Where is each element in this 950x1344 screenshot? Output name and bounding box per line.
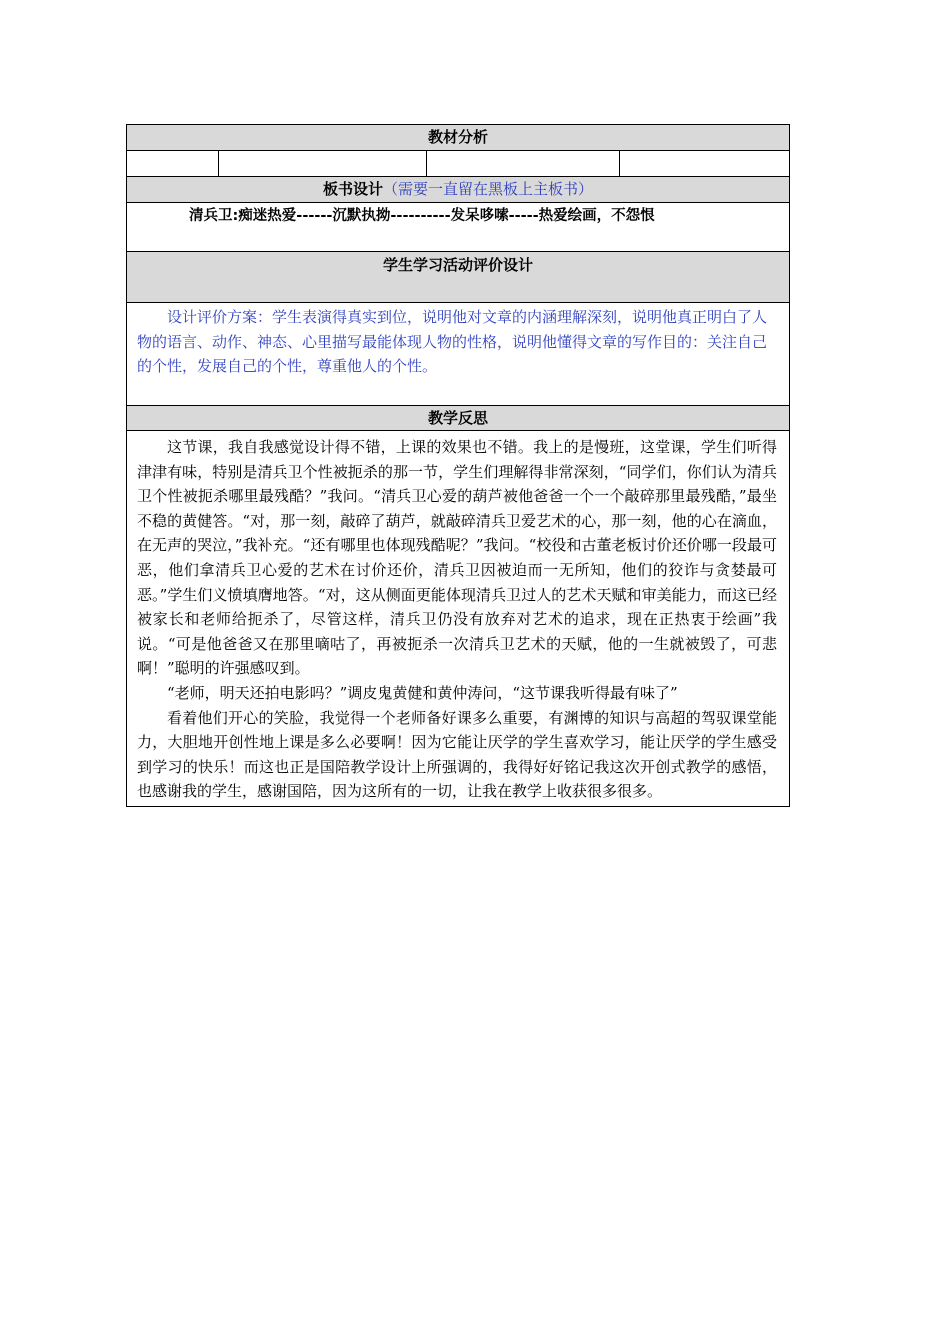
board-design-text: 清兵卫:痴迷热爱------沉默执拗----------发呆哆嗦-----热爱绘画，不怨恨: [189, 208, 655, 224]
analysis-header: [127, 125, 789, 151]
board-design-title: 板书设计: [322, 180, 383, 198]
evaluation-content: [127, 303, 789, 406]
lesson-plan-table: [126, 124, 790, 807]
analysis-cell-3: [427, 151, 620, 176]
reflection-paragraph: “老师，明天还拍电影吗？”调皮鬼黄健和黄仲涛问，“这节课我听得最有味了”: [167, 683, 678, 702]
analysis-cell-4: [620, 151, 789, 176]
reflection-header: [127, 406, 789, 431]
evaluation-title: 学生学习活动评价设计: [382, 256, 533, 274]
reflection-paragraph: 看着他们开心的笑脸，我觉得一个老师备好课多么重要，有渊博的知识与高超的驾驭课堂能力，大胆地开创性地上课是多么必要啊！因为它能让厌学的学生喜欢学习，能让厌学的学生感受到学习的快乐！而这也正是国陪教学设计上所强调的，我得好好铭记我这次开创式教学的感悟，也感谢我的学生，感谢国陪，因为这所有的一切，让我在教学上收获很多很多。: [137, 708, 777, 801]
analysis-cell-2: [219, 151, 427, 176]
evaluation-text: 设计评价方案：学生表演得真实到位，说明他对文章的内涵理解深刻，说明他真正明白了人物的语言、动作、神态、心里描写最能体现人物的性格，说明他懂得文章的写作目的：关注自己的个性，发展自己的个性，尊重他人的个性。: [137, 308, 768, 375]
reflection-paragraph: 这节课，我自我感觉设计得不错，上课的效果也不错。我上的是慢班，这堂课，学生们听得津津有味，特别是清兵卫个性被扼杀的那一节，学生们理解得非常深刻，“同学们，你们认为清兵卫个性被扼杀哪里最残酷？”我问。“清兵卫心爱的葫芦被他爸爸一个一个敲碎那里最残酷，”最坐不稳的黄健答。“对，那一刻，敲碎了葫芦，就敲碎清兵卫爱艺术的心，那一刻，他的心在滴血，在无声的哭泣，”我补充。“还有哪里也体现残酷呢？”我问。“校役和古董老板讨价还价哪一段最可恶，他们拿清兵卫心爱的艺术在讨价还价，清兵卫因被迫而一无所知，他们的狡诈与贪婪最可恶。”学生们义愤填膺地答。“对，这从侧面更能体现清兵卫过人的艺术天赋和审美能力，而这已经被家长和老师给扼杀了，尽管这样，清兵卫仍没有放弃对艺术的追求，现在正热衷于绘画”我说。“可是他爸爸又在那里嘀咕了，再被扼杀一次清兵卫艺术的天赋，他的一生就被毁了，可悲啊！”聪明的许强感叹到。: [137, 438, 777, 678]
board-design-note: （需要一直留在黑板上主板书）: [383, 180, 594, 198]
analysis-cells-row: [127, 151, 789, 177]
reflection-title: 教学反思: [427, 409, 488, 427]
reflection-content: [127, 431, 789, 806]
board-design-header: [127, 177, 789, 203]
analysis-title: 教材分析: [427, 128, 488, 146]
board-design-content: [127, 203, 789, 252]
evaluation-header: [127, 252, 789, 303]
analysis-cell-1: [127, 151, 219, 176]
